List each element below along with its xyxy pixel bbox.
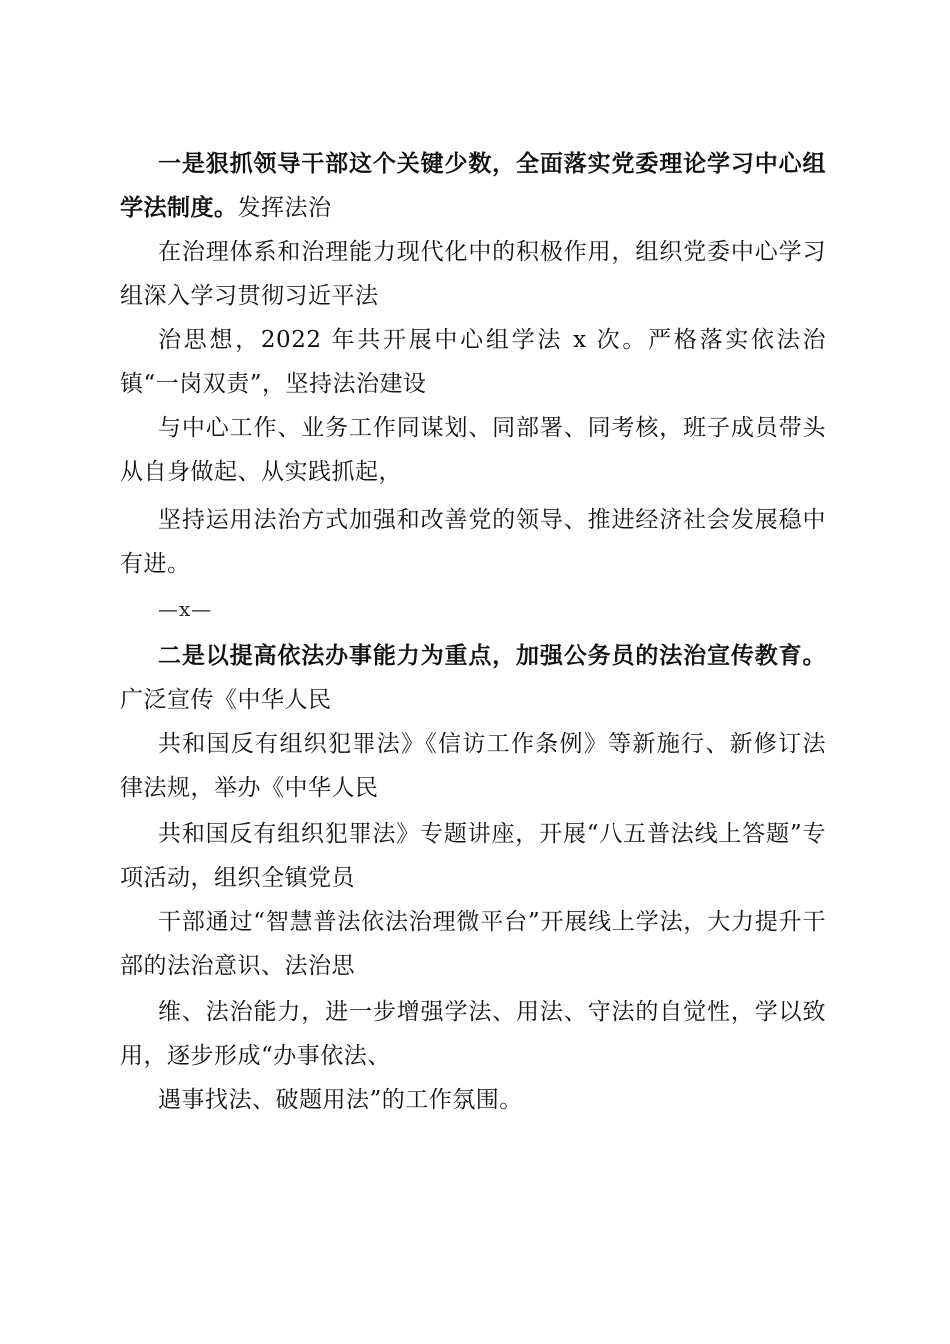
paragraph-5 <box>120 498 826 586</box>
paragraph-1-lead: 一是狠抓领导干部这个关键少数，全面落实党委理论学习中心组学法制度。 <box>120 150 826 221</box>
paragraph-7-text: 共和国反有组织犯罪法》《信访工作条例》等新施行、新修订法律法规，举办《中华人民 <box>120 731 826 801</box>
paragraph-1-text: 发挥法治 <box>237 195 332 221</box>
paragraph-8 <box>120 812 826 900</box>
paragraph-9-text: 干部通过“智慧普法依法治理微平台”开展线上学法，大力提升干部的法治意识、法治思 <box>120 909 826 979</box>
paragraph-7 <box>120 722 826 810</box>
paragraph-2-text: 在治理体系和治理能力现代化中的积极作用，组织党委中心学习组深入学习贯彻习近平法 <box>120 239 826 309</box>
paragraph-10-text: 维、法治能力，进一步增强学法、用法、守法的自觉性，学以致用，逐步形成“办事依法、 <box>120 999 826 1069</box>
paragraph-11-text: 遇事找法、破题用法”的工作氛围。 <box>158 1087 523 1113</box>
paragraph-2 <box>120 230 826 318</box>
paragraph-3-text: 治思想，2022 年共开展中心组学法 x 次。严格落实依法治镇“一岗双责”，坚持法治建设 <box>120 327 826 397</box>
paragraph-10 <box>120 990 826 1078</box>
paragraph-8-text: 共和国反有组织犯罪法》专题讲座，开展“八五普法线上答题”专项活动，组织全镇党员 <box>120 821 826 891</box>
paragraph-9 <box>120 900 826 988</box>
paragraph-5-text: 坚持运用法治方式加强和改善党的领导、推进经济社会发展稳中有进。 <box>120 507 826 577</box>
paragraph-4 <box>120 406 826 494</box>
paragraph-1 <box>120 142 826 230</box>
paragraph-4-text: 与中心工作、业务工作同谋划、同部署、同考核，班子成员带头从自身做起、从实践抓起， <box>120 415 826 485</box>
paragraph-11 <box>120 1078 826 1122</box>
paragraph-6-lead: 二是以提高依法办事能力为重点，加强公务员的法治宣传教育。 <box>158 642 826 669</box>
paragraph-6 <box>120 634 826 722</box>
page-marker: —x— <box>158 597 213 621</box>
paragraph-3 <box>120 318 826 406</box>
paragraph-6-text: 广泛宣传《中华人民 <box>120 687 332 713</box>
